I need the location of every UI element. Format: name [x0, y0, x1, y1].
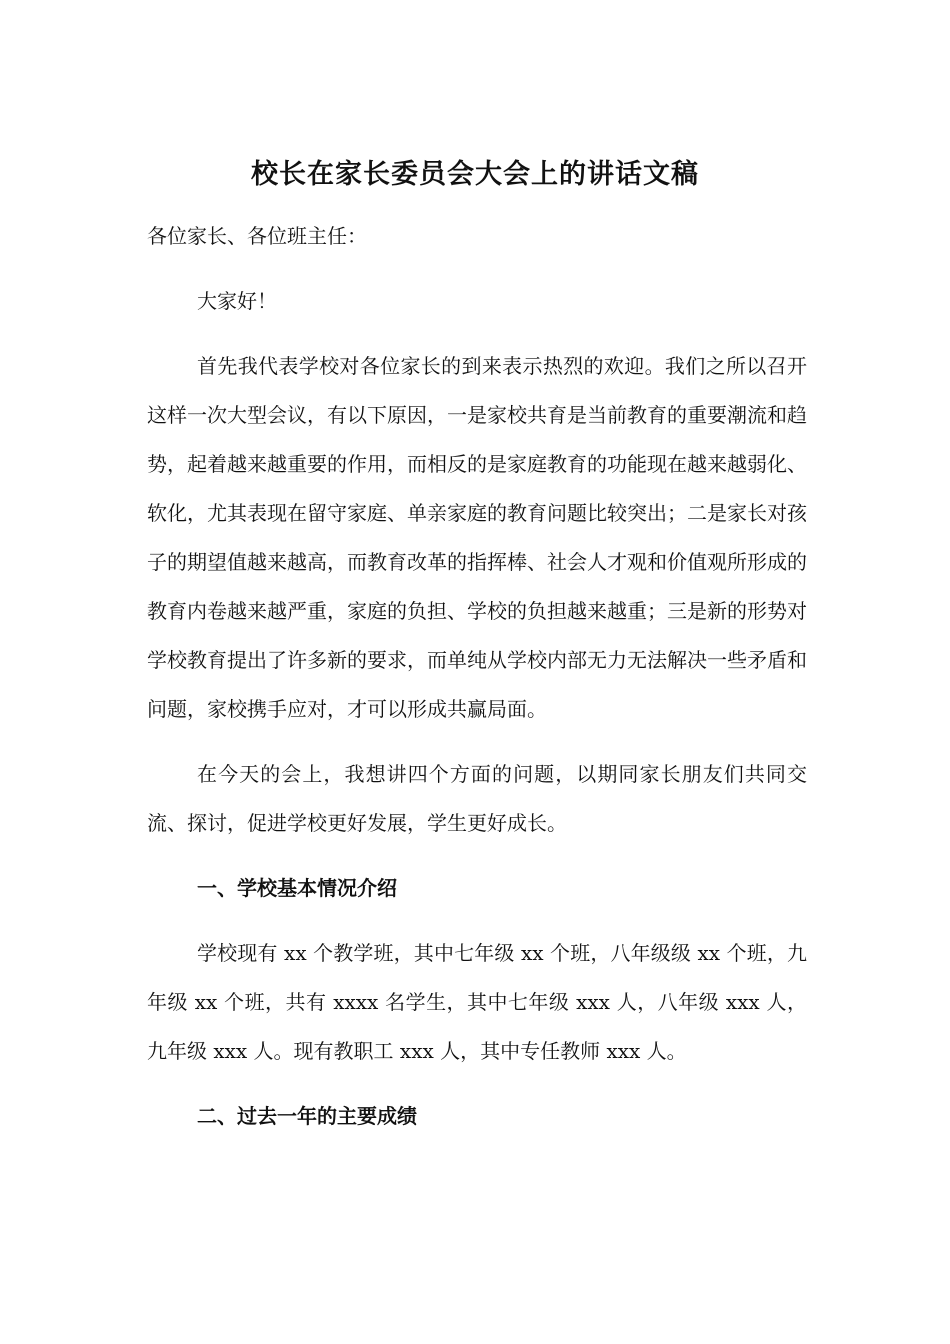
document-title: 校长在家长委员会大会上的讲话文稿 [251, 159, 699, 190]
section-heading-1: 一、学校基本情况介绍 [197, 876, 397, 900]
section-1-paragraph: 学校现有 xx 个教学班，其中七年级 xx 个班，八年级级 xx 个班，九年级 xx 个班，共有 xxxx 名学生，其中七年级 xxx 人，八年级 xxx 人，九年级 xxx 人。现有教职工 xxx 人，其中专任教师 xxx 人。 [147, 941, 807, 1063]
section-heading-2: 二、过去一年的主要成绩 [197, 1104, 417, 1128]
document-body [147, 212, 807, 1157]
greeting: 大家好！ [197, 289, 277, 313]
intro-paragraph: 首先我代表学校对各位家长的到来表示热烈的欢迎。我们之所以召开这样一次大型会议，有以下原因，一是家校共育是当前教育的重要潮流和趋势，起着越来越重要的作用，而相反的是家庭教育的功能现在越来越弱化、软化，尤其表现在留守家庭、单亲家庭的教育问题比较突出；二是家长对孩子的期望值越来越高，而教育改革的指挥棒、社会人才观和价值观所形成的教育内卷越来越严重，家庭的负担、学校的负担越来越重；三是新的形势对学校教育提出了许多新的要求，而单纯从学校内部无力无法解决一些矛盾和问题，家校携手应对，才可以形成共赢局面。 [147, 354, 807, 721]
agenda-paragraph: 在今天的会上，我想讲四个方面的问题，以期同家长朋友们共同交流、探讨，促进学校更好发展，学生更好成长。 [147, 762, 807, 835]
salutation: 各位家长、各位班主任： [147, 224, 367, 248]
